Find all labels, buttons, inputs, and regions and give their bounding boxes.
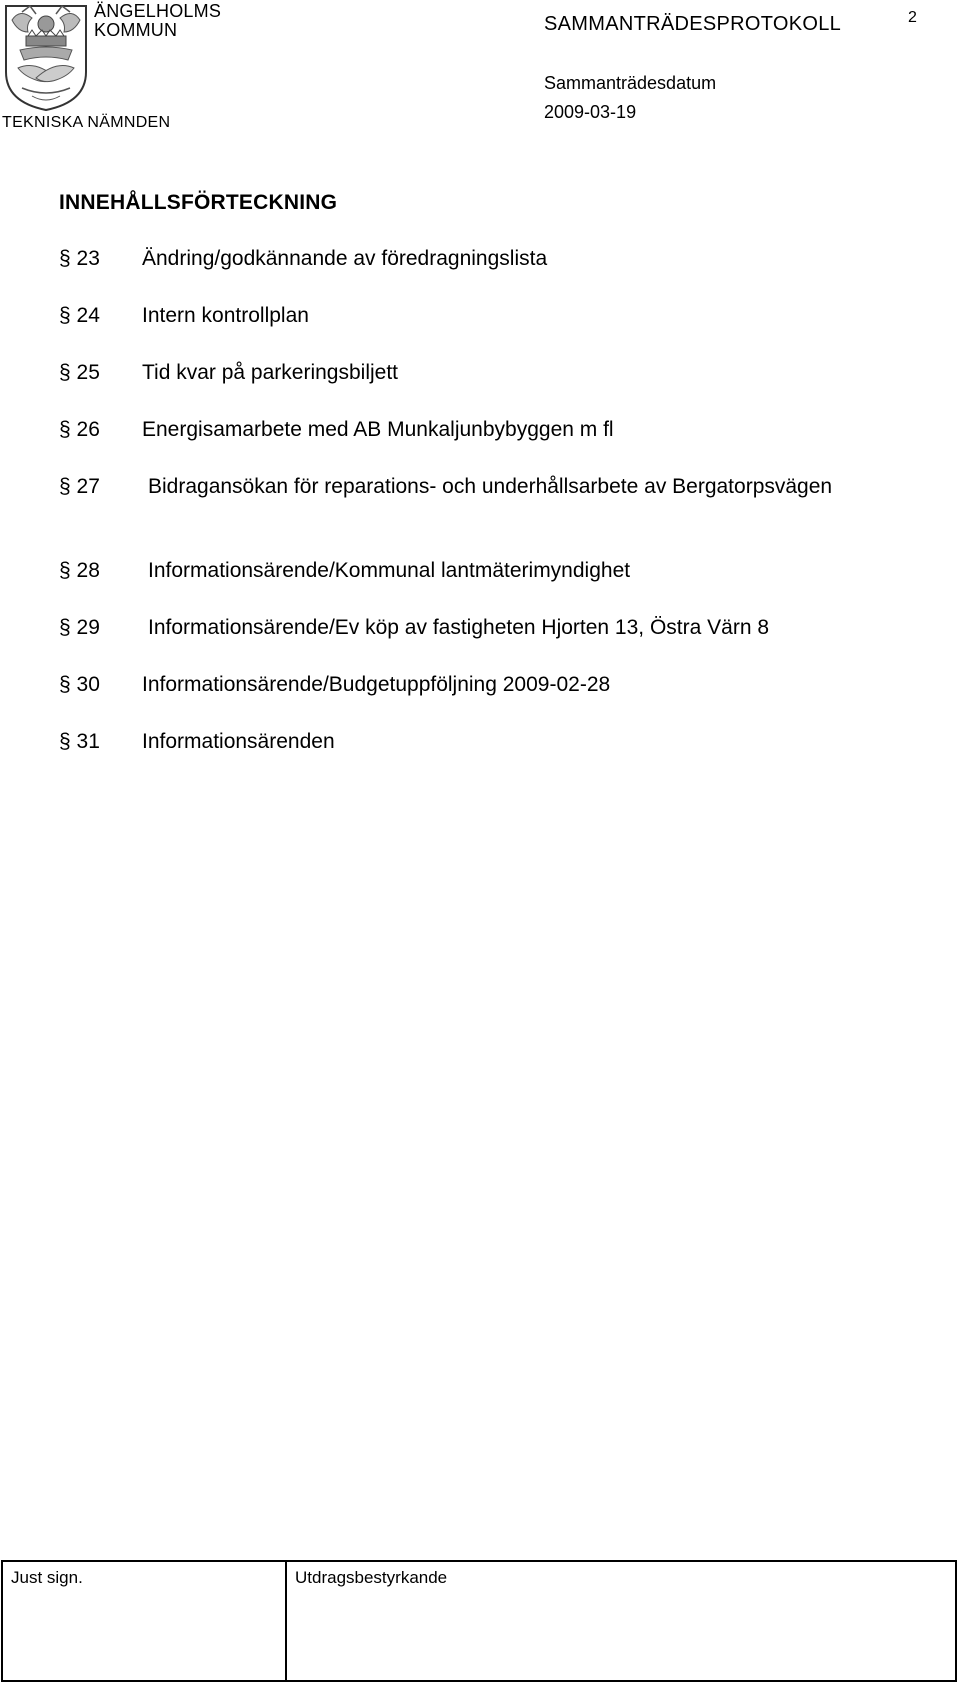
meeting-date-label: Sammanträdesdatum	[544, 73, 717, 93]
toc-item	[59, 302, 899, 330]
toc-item	[59, 359, 899, 387]
just-sign-cell	[3, 1562, 287, 1680]
extract-verification-cell	[287, 1562, 955, 1680]
toc-item	[59, 671, 899, 699]
toc-item-text: Energisamarbete med AB Munkaljunbybyggen m fl	[142, 418, 614, 441]
just-sign-label: Just sign.	[11, 1568, 83, 1587]
toc-item	[59, 473, 899, 501]
toc-item	[59, 614, 899, 642]
toc-item	[59, 416, 899, 444]
toc-item-text: Informationsärende/Kommunal lantmäterimyndighet	[148, 559, 631, 582]
organization-name-line1: ÄNGELHOLMS	[94, 1, 222, 21]
extract-verification-label: Utdragsbestyrkande	[295, 1568, 448, 1587]
meeting-date: 2009-03-19	[544, 102, 637, 122]
toc-item-text: Intern kontrollplan	[142, 304, 309, 327]
toc-item-number: § 26	[59, 418, 100, 441]
document-title: SAMMANTRÄDESPROTOKOLL	[544, 13, 842, 35]
toc-item-number: § 24	[59, 304, 100, 327]
toc-item-text: Informationsärende/Ev köp av fastigheten Hjorten 13, Östra Värn 8	[148, 616, 770, 639]
organization-name	[94, 2, 221, 40]
toc-item-number: § 29	[59, 616, 100, 639]
toc-item-number: § 31	[59, 730, 100, 753]
toc-item-text: Ändring/godkännande av föredragningslista	[142, 247, 548, 270]
toc-item	[59, 245, 899, 273]
toc-item-number: § 27	[59, 475, 100, 498]
toc-item-text: Bidragansökan för reparations- och underhållsarbete av Bergatorpsvägen	[148, 475, 833, 498]
toc-heading: INNEHÅLLSFÖRTECKNING	[59, 191, 338, 214]
toc-item-number: § 28	[59, 559, 100, 582]
toc-item-number: § 25	[59, 361, 100, 384]
municipal-coat-of-arms-icon	[2, 2, 90, 112]
toc-item-number: § 23	[59, 247, 100, 270]
organization-name-line2: KOMMUN	[94, 20, 178, 40]
toc-item-number: § 30	[59, 673, 100, 696]
toc-item	[59, 557, 899, 585]
department-name: TEKNISKA NÄMNDEN	[2, 114, 171, 131]
toc-item	[59, 728, 899, 756]
page-number: 2	[908, 9, 917, 26]
toc-item-text: Tid kvar på parkeringsbiljett	[142, 361, 398, 384]
toc-item-text: Informationsärende/Budgetuppföljning 2009-02-28	[142, 673, 611, 696]
signature-box	[1, 1560, 957, 1682]
toc-item-text: Informationsärenden	[142, 730, 335, 753]
